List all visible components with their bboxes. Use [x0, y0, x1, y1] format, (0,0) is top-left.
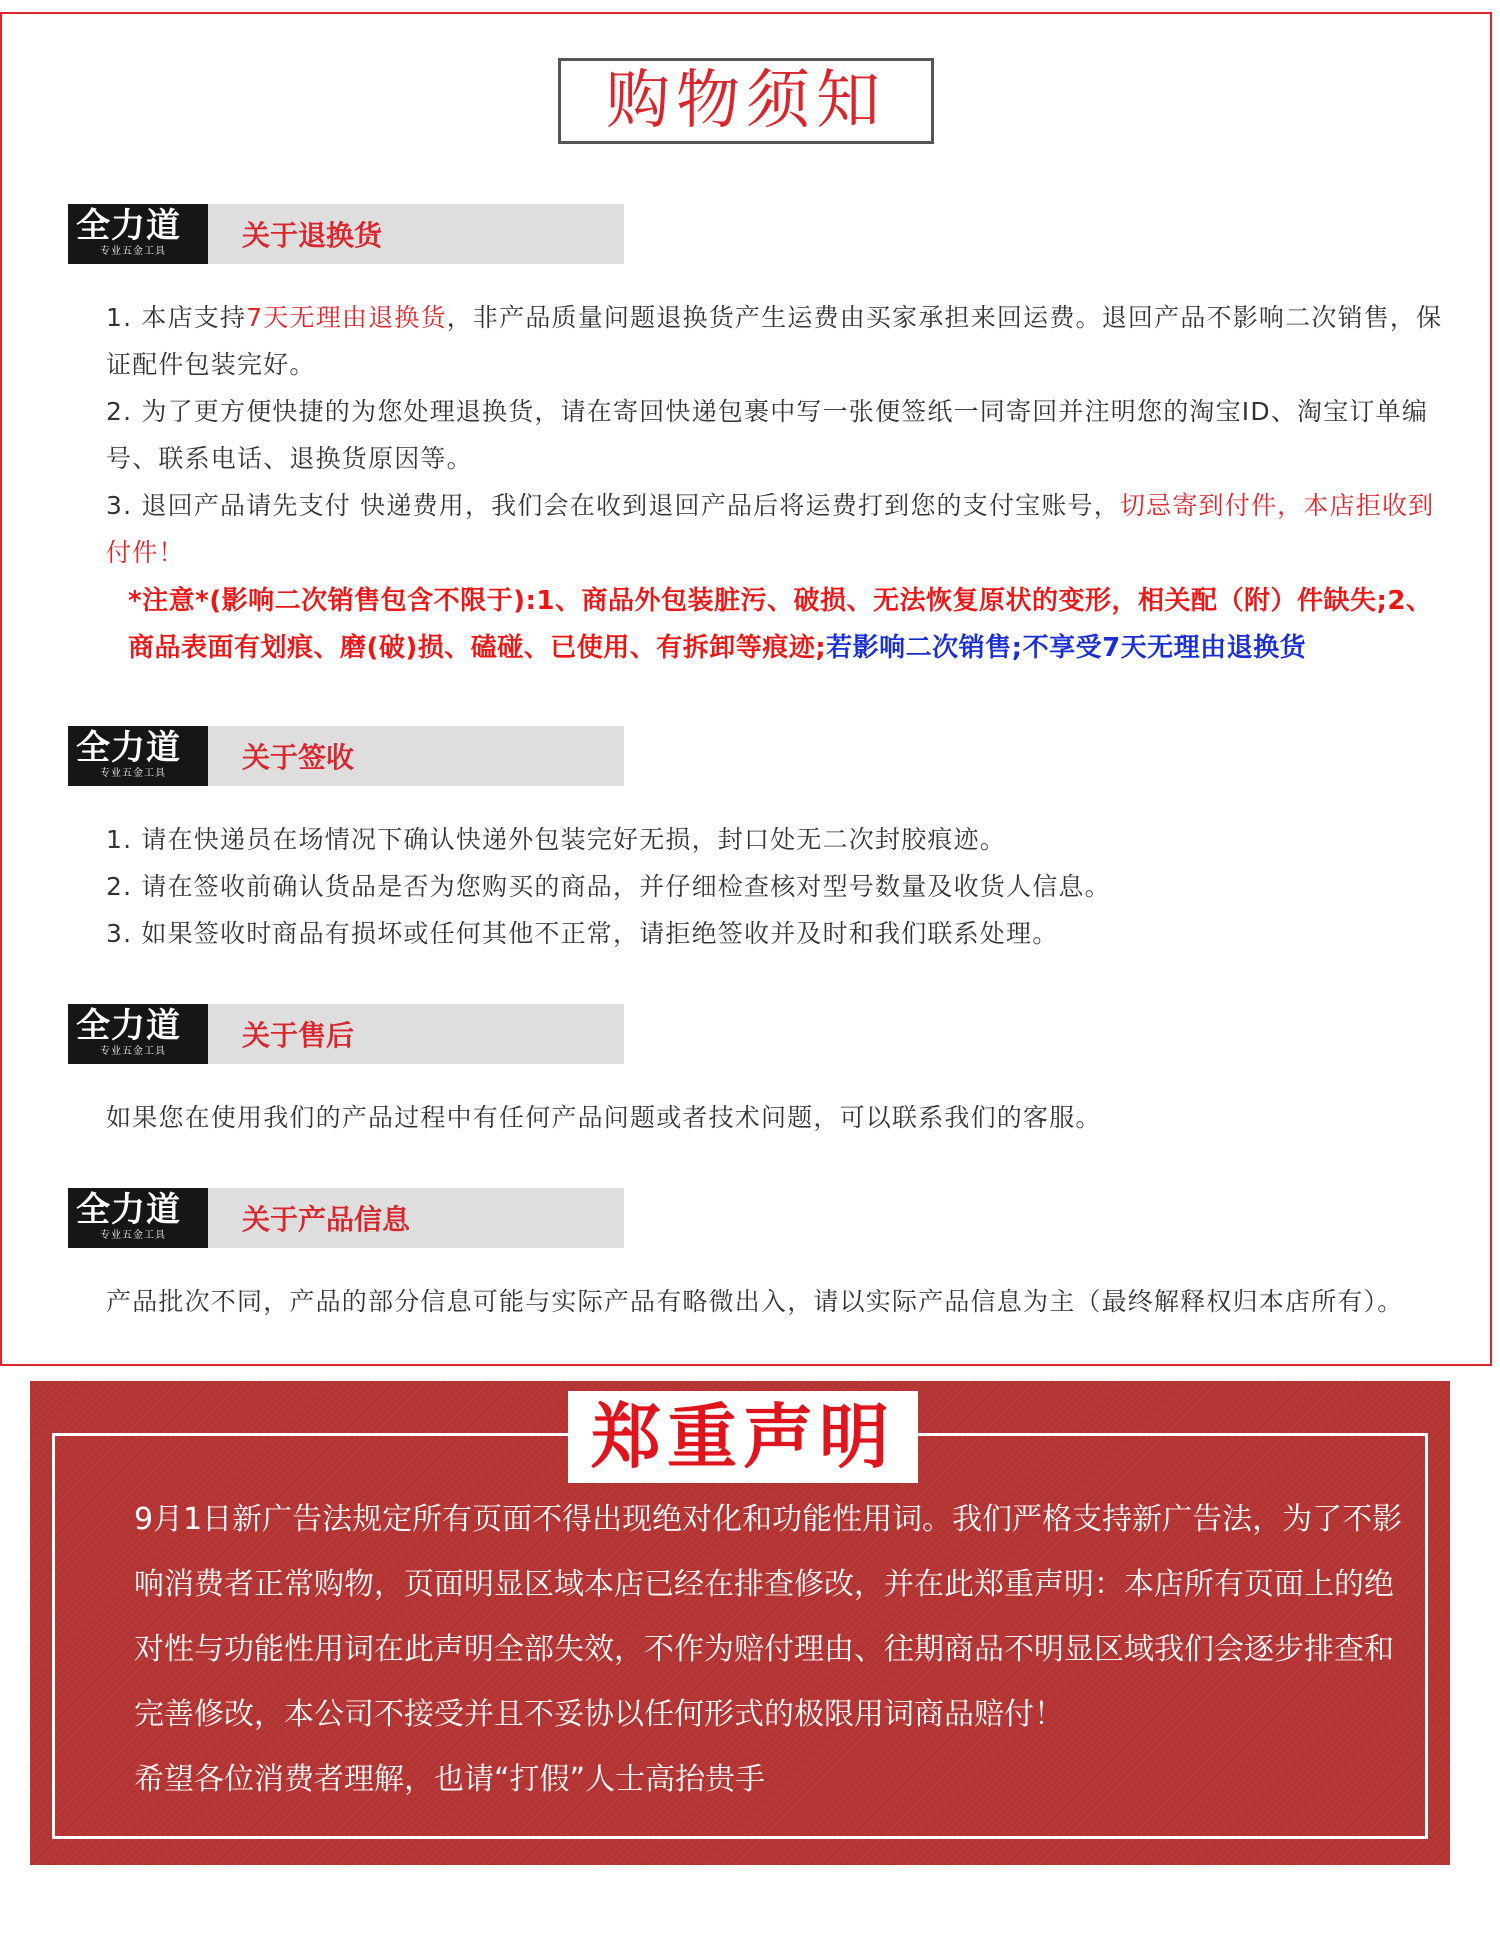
declaration-paragraph-2: 希望各位消费者理解，也请“打假”人士高抬贵手: [134, 1762, 766, 1797]
brand-logo: 全力道 专业五金工具: [68, 726, 208, 786]
seven-day-return-highlight: 7天无理由退换货: [246, 303, 447, 332]
signing-paragraph-2: 2. 请在签收前确认货品是否为您购买的商品，并仔细检查核对型号数量及收货人信息。: [106, 872, 1111, 901]
section-title: 关于产品信息: [242, 1203, 411, 1236]
signing-paragraph-1: 1. 请在快递员在场情况下确认快递外包装完好无损，封口处无二次封胶痕迹。: [106, 825, 1007, 854]
signing-paragraph-3: 3. 如果签收时商品有损坏或任何其他不正常，请拒绝签收并及时和我们联系处理。: [106, 919, 1059, 948]
section-title: 关于签收: [242, 741, 355, 774]
section-title: 关于售后: [242, 1019, 355, 1052]
declaration-body: [82, 1487, 1412, 1812]
no-return-notice: 若影响二次销售;不享受7天无理由退换货: [826, 633, 1307, 663]
productinfo-paragraph: 产品批次不同，产品的部分信息可能与实际产品有略微出入，请以实际产品信息为主（最终解释权归本店所有）。: [106, 1287, 1404, 1316]
declaration-panel: [30, 1381, 1450, 1865]
returns-notice: *注意*(影响二次销售包含不限于):1、商品外包装脏污、破损、无法恢复原状的变形，相关配（附）件缺失;2、商品表面有划痕、磨(破)损、磕碰、已使用、有拆卸等痕迹;若影响二次销售;不享受7天无理由退换货: [128, 586, 1433, 663]
brand-logo: 全力道 专业五金工具: [68, 204, 208, 264]
section-header-aftersales: [68, 1004, 624, 1064]
declaration-title-box: [568, 1391, 918, 1483]
section-header-signing: [68, 726, 624, 786]
section-title-bar: [208, 1188, 624, 1248]
section-header-returns: [68, 204, 624, 264]
returns-paragraph-3: 3. 退回产品请先支付 快递费用，我们会在收到退回产品后将运费打到您的支付宝账号，切忌寄到付件，本店拒收到付件！: [106, 491, 1435, 567]
page-title: [558, 58, 934, 144]
declaration-paragraph-1: 9月1日新广告法规定所有页面不得出现绝对化和功能性用词。我们严格支持新广告法，为了不影响消费者正常购物，页面明显区域本店已经在排查修改，并在此郑重声明：本店所有页面上的绝对性与功能性用词在此声明全部失效，不作为赔付理由、往期商品不明显区域我们会逐步排查和完善修改，本公司不接受并且不妥协以任何形式的极限用词商品赔付！: [134, 1502, 1403, 1732]
aftersales-paragraph: 如果您在使用我们的产品过程中有任何产品问题或者技术问题，可以联系我们的客服。: [106, 1103, 1102, 1132]
returns-paragraph-2: 2. 为了更方便快捷的为您处理退换货，请在寄回快递包裹中写一张便签纸一同寄回并注明您的淘宝ID、淘宝订单编号、联系电话、退换货原因等。: [106, 397, 1429, 473]
cod-warning: 切忌寄到付件，本店拒收到付件！: [106, 491, 1435, 567]
brand-logo: 全力道 专业五金工具: [68, 1004, 208, 1064]
section-title-bar: [208, 726, 624, 786]
declaration-title: 郑重声明: [591, 1396, 895, 1478]
page-title-text: 购物须知: [606, 64, 886, 138]
brand-logo: 全力道 专业五金工具: [68, 1188, 208, 1248]
section-title-bar: [208, 1004, 624, 1064]
section-header-productinfo: [68, 1188, 624, 1248]
section-title-bar: [208, 204, 624, 264]
section-title: 关于退换货: [242, 219, 383, 252]
returns-paragraph-1: 1. 本店支持7天无理由退换货，非产品质量问题退换货产生运费由买家承担来回运费。退回产品不影响二次销售，保证配件包装完好。: [106, 303, 1443, 379]
